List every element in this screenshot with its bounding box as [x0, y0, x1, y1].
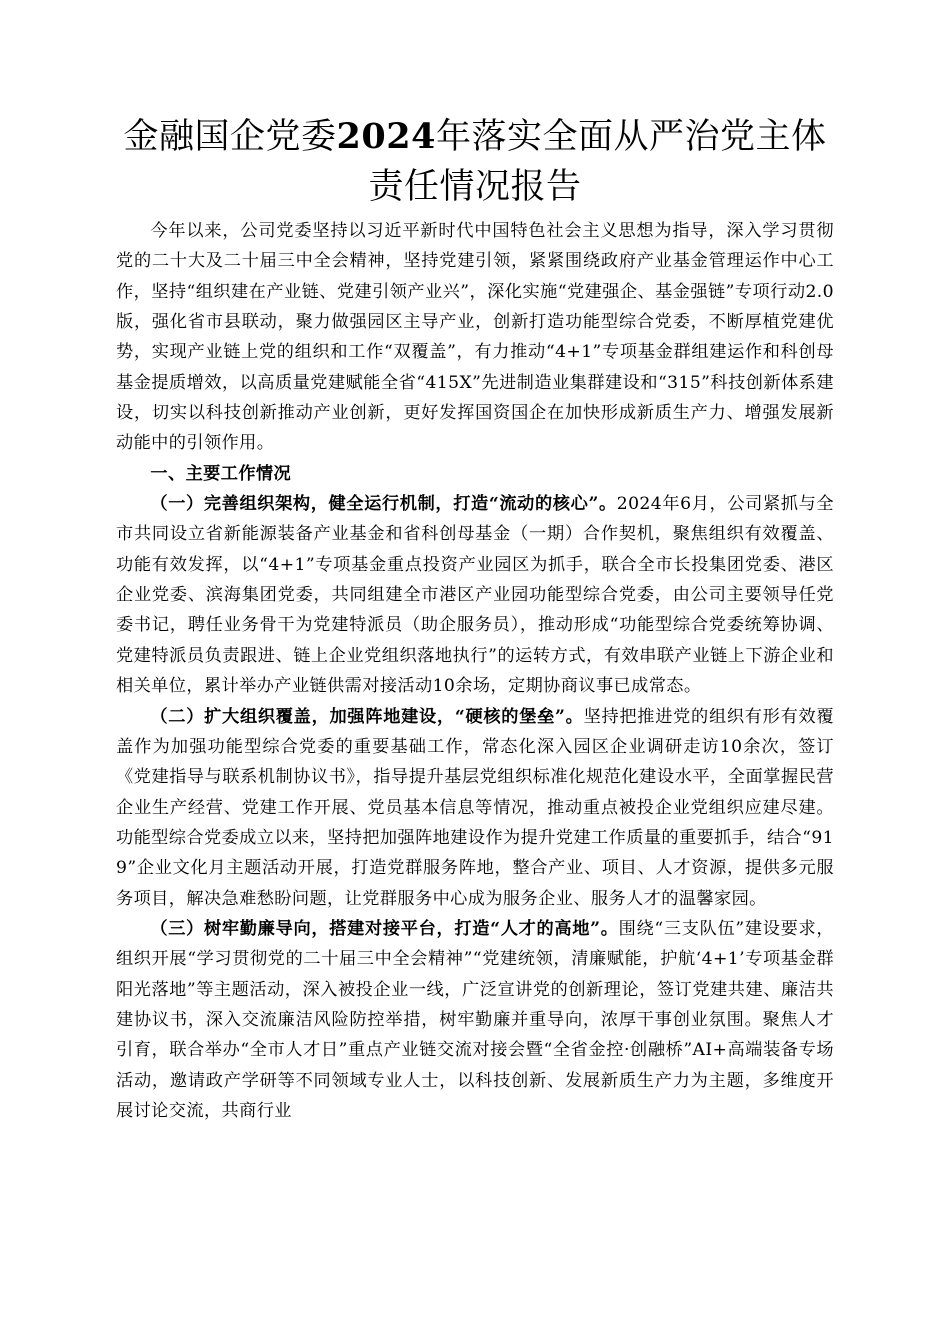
item-paragraph-3: [116, 914, 834, 1126]
item-body-1: 2024年6月，公司紧抓与全市共同设立省新能源装备产业基金和省科创母基金（一期）合作契机，聚焦组织有效覆盖、功能有效发挥，以“4+1”专项基金重点投资产业园区为抓手，联合全市长投集团党委、港区企业党委、滨海集团党委，共同组建全市港区产业园功能型综合党委，由公司主要领导任党委书记，聘任业务骨干为党建特派员（助企服务员），推动形成“功能型综合党委统筹协调、党建特派员负责跟进、链上企业党组织落地执行”的运转方式，有效串联产业链上下游企业和相关单位，累计举办产业链供需对接活动10余场，定期协商议事已成常态。: [116, 494, 834, 697]
section-heading: 一、主要工作情况: [150, 463, 292, 484]
item-lead-1: （一）完善组织架构，健全运行机制，打造“流动的核心”。: [150, 494, 617, 515]
title-year: 2024: [336, 116, 436, 157]
document-page: [116, 112, 834, 1126]
title-part-2: 年落实全面从严治党主体责任情况报告: [368, 117, 827, 207]
document-title: [116, 112, 834, 212]
item-body-2: 坚持把推进党的组织有形有效覆盖作为加强功能型综合党委的重要基础工作，常态化深入园区企业调研走访10余次，签订《党建指导与联系机制协议书》，指导提升基层党组织标准化规范化建设水平，全面掌握民营企业生产经营、党建工作开展、党员基本信息等情况，推动重点被投企业党组织应建尽建。功能型综合党委成立以来，坚持把加强阵地建设作为提升党建工作质量的重要抓手，结合“919”企业文化月主题活动开展，打造党群服务阵地，整合产业、项目、人才资源，提供多元服务项目，解决急难愁盼问题，让党群服务中心成为服务企业、服务人才的温馨家园。: [116, 706, 834, 909]
item-paragraph-1: [116, 489, 834, 701]
item-lead-3: （三）树牢勤廉导向，搭建对接平台，打造“人才的高地”。: [150, 918, 619, 939]
intro-paragraph: 今年以来，公司党委坚持以习近平新时代中国特色社会主义思想为指导，深入学习贯彻党的二十大及二十届三中全会精神，坚持党建引领，紧紧围绕政府产业基金管理运作中心工作，坚持“组织建在产业链、党建引领产业兴”，深化实施“党建强企、基金强链”专项行动2.0版，强化省市县联动，聚力做强园区主导产业，创新打造功能型综合党委，不断厚植党建优势，实现产业链上党的组织和工作“双覆盖”，有力推动“4+1”专项基金群组建运作和科创母基金提质增效，以高质量党建赋能全省“415X”先进制造业集群建设和“315”科技创新体系建设，切实以科技创新推动产业创新，更好发挥国资国企在加快形成新质生产力、增强发展新动能中的引领作用。: [116, 221, 834, 454]
item-paragraph-2: [116, 702, 834, 914]
item-lead-2: （二）扩大组织覆盖，加强阵地建设，“硬核的堡垒”。: [150, 706, 584, 727]
title-part-1: 金融国企党委: [123, 117, 337, 157]
item-body-3: 围绕“三支队伍”建设要求，组织开展“学习贯彻党的二十届三中全会精神”“党建统领，清廉赋能，护航‘4+1’专项基金群阳光落地”等主题活动，深入被投企业一线，广泛宣讲党的创新理论，签订党建共建、廉洁共建协议书，深入交流廉洁风险防控举措，树牢勤廉并重导向，浓厚干事创业氛围。聚焦人才引育，联合举办“全市人才日”重点产业链交流对接会暨“全省金控·创融桥”AI+高端装备专场活动，邀请政产学研等不同领域专业人士，以科技创新、发展新质生产力为主题，多维度开展讨论交流，共商行业: [116, 918, 835, 1121]
